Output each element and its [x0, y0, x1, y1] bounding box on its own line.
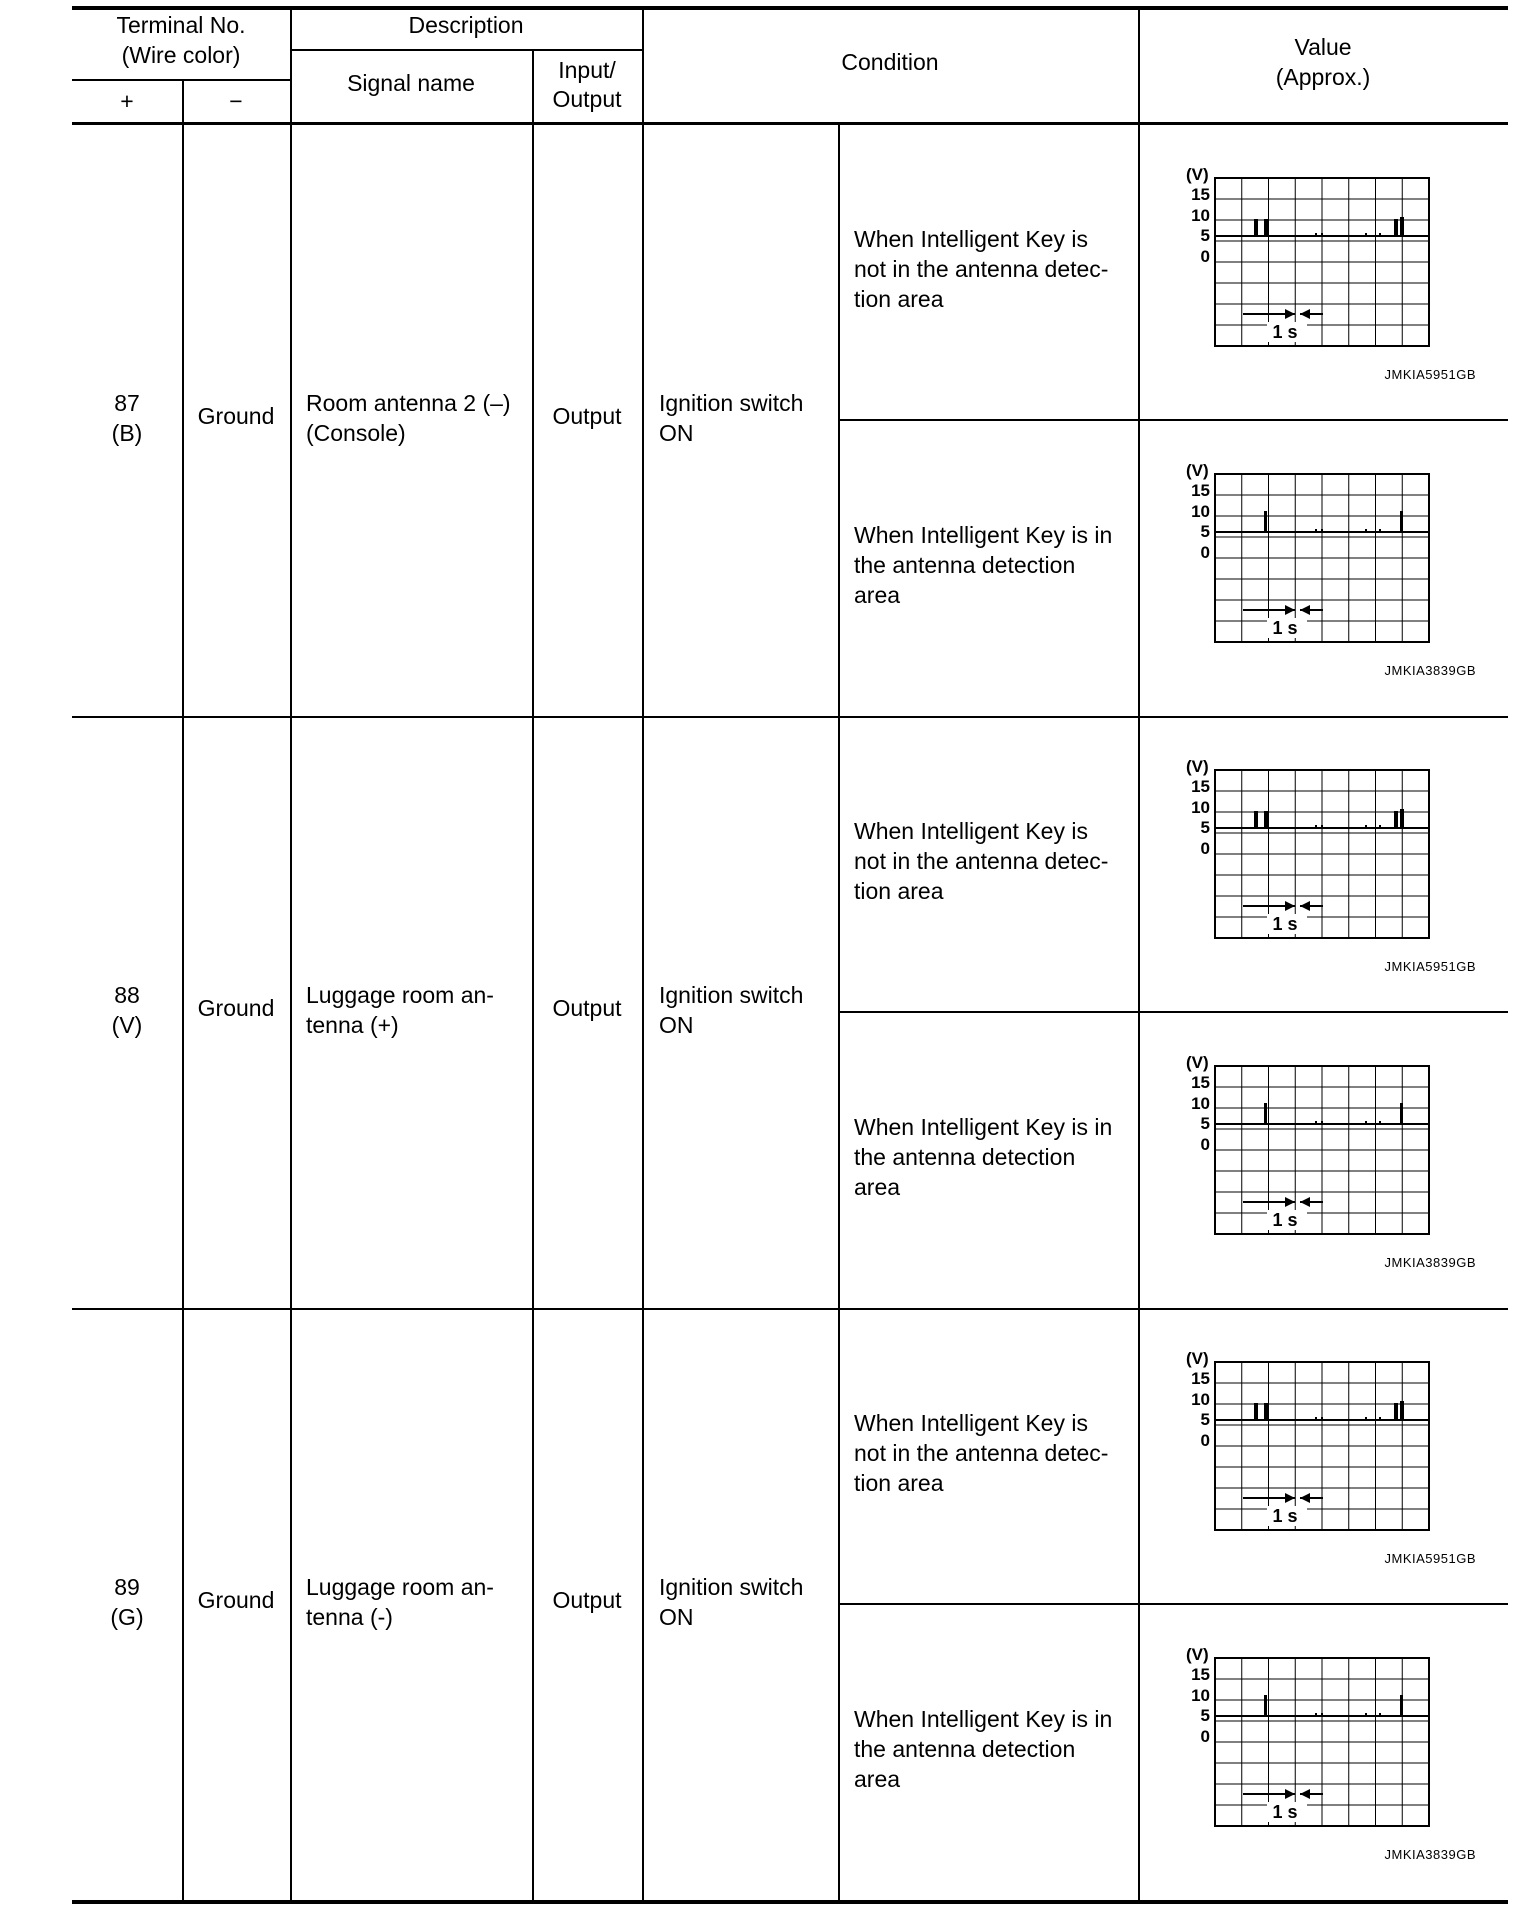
- axis-tick-label: 5: [1200, 226, 1210, 245]
- figure-code: JMKIA3839GB: [1384, 663, 1476, 678]
- axis-tick-label: 5: [1200, 522, 1210, 541]
- header-description: Description: [408, 12, 524, 38]
- waveform-svg: [1178, 1630, 1478, 1870]
- signal-noise-mark: [1365, 1417, 1367, 1420]
- arrow-head: [1285, 309, 1295, 319]
- signal-noise-mark: [1315, 233, 1317, 236]
- header-value: Value: [1294, 34, 1352, 60]
- signal-name-line1: Luggage room an-: [306, 982, 494, 1008]
- sub-condition-line2: not in the antenna detec-: [854, 848, 1109, 874]
- axis-tick-label: 5: [1200, 1706, 1210, 1725]
- io-label: Output: [552, 1587, 622, 1613]
- arrow-head: [1285, 1493, 1295, 1503]
- sub-condition-line2: the antenna detection: [854, 552, 1076, 578]
- signal-name-line2: (Console): [306, 420, 406, 446]
- axis-unit-label: (V): [1186, 1645, 1209, 1664]
- waveform-svg: [1178, 1038, 1478, 1278]
- signal-noise-mark: [1379, 1713, 1381, 1716]
- wire-color: (G): [110, 1604, 144, 1630]
- waveform-chart: [1178, 1630, 1478, 1870]
- sub-condition-line1: When Intelligent Key is: [854, 226, 1088, 252]
- axis-tick-label: 10: [1191, 206, 1210, 225]
- arrow-head: [1285, 901, 1295, 911]
- table-bottom-border: [72, 1900, 1508, 1904]
- wire-color: (B): [111, 420, 143, 446]
- axis-tick-label: 0: [1200, 839, 1210, 858]
- header-plus: +: [120, 88, 134, 114]
- header-approx: (Approx.): [1275, 64, 1371, 90]
- waveform-svg: [1178, 150, 1478, 390]
- header-condition: Condition: [841, 49, 939, 75]
- wire-color: (V): [111, 1012, 143, 1038]
- sub-condition-line3: area: [854, 1174, 901, 1200]
- time-scale-label: 1 s: [1272, 322, 1298, 342]
- signal-noise-mark: [1379, 529, 1381, 532]
- condition-line1: Ignition switch: [659, 1574, 804, 1600]
- waveform-chart: [1178, 150, 1478, 390]
- ground-label: Ground: [197, 1587, 275, 1613]
- signal-noise-mark: [1315, 529, 1317, 532]
- signal-noise-mark: [1365, 1713, 1367, 1716]
- ground-label: Ground: [197, 403, 275, 429]
- sub-condition-line1: When Intelligent Key is in: [854, 1114, 1113, 1140]
- signal-noise-mark: [1315, 1121, 1317, 1124]
- axis-tick-label: 10: [1191, 1390, 1210, 1409]
- signal-noise-mark: [1365, 529, 1367, 532]
- terminal-number: 88: [114, 982, 140, 1008]
- axis-tick-label: 10: [1191, 1686, 1210, 1705]
- axis-tick-label: 5: [1200, 1114, 1210, 1133]
- time-scale-label: 1 s: [1272, 914, 1298, 934]
- sub-condition-line2: the antenna detection: [854, 1144, 1076, 1170]
- header-output: Output: [552, 86, 622, 112]
- signal-noise-mark: [1379, 233, 1381, 236]
- header-terminal-rule: [72, 79, 290, 81]
- arrow-head: [1300, 1197, 1310, 1207]
- header-description-rule: [290, 49, 642, 51]
- sub-condition-line3: tion area: [854, 286, 944, 312]
- waveform-svg: [1178, 742, 1478, 982]
- condition-line1: Ignition switch: [659, 982, 804, 1008]
- time-scale-label: 1 s: [1272, 618, 1298, 638]
- time-scale-label: 1 s: [1272, 1210, 1298, 1230]
- axis-tick-label: 15: [1191, 1369, 1210, 1388]
- axis-tick-label: 0: [1200, 543, 1210, 562]
- signal-noise-mark: [1379, 825, 1381, 828]
- figure-code: JMKIA3839GB: [1384, 1255, 1476, 1270]
- axis-tick-label: 0: [1200, 1727, 1210, 1746]
- sub-condition-line3: tion area: [854, 878, 944, 904]
- sub-condition-line1: When Intelligent Key is in: [854, 1706, 1113, 1732]
- header-input: Input/: [558, 57, 616, 83]
- signal-noise-mark: [1365, 233, 1367, 236]
- signal-name-line1: Room antenna 2 (–): [306, 390, 511, 416]
- header-minus: −: [229, 88, 243, 114]
- axis-tick-label: 15: [1191, 1073, 1210, 1092]
- waveform-chart: [1178, 742, 1478, 982]
- sub-row-separator: [838, 1603, 1508, 1605]
- axis-unit-label: (V): [1186, 165, 1209, 184]
- waveform-svg: [1178, 446, 1478, 686]
- sub-condition-line2: the antenna detection: [854, 1736, 1076, 1762]
- header-bottom-border: [72, 122, 1508, 125]
- condition-line2: ON: [659, 1604, 694, 1630]
- axis-tick-label: 15: [1191, 1665, 1210, 1684]
- column-divider: [290, 6, 292, 1900]
- figure-code: JMKIA5951GB: [1384, 367, 1476, 382]
- signal-noise-mark: [1379, 1417, 1381, 1420]
- arrow-head: [1300, 901, 1310, 911]
- arrow-head: [1300, 605, 1310, 615]
- sub-condition-line1: When Intelligent Key is: [854, 1410, 1088, 1436]
- column-divider: [532, 49, 534, 1900]
- column-divider: [642, 6, 644, 1900]
- time-scale-label: 1 s: [1272, 1802, 1298, 1822]
- axis-tick-label: 0: [1200, 1431, 1210, 1450]
- waveform-chart: [1178, 1334, 1478, 1574]
- arrow-head: [1300, 309, 1310, 319]
- signal-noise-mark: [1365, 825, 1367, 828]
- signal-noise-mark: [1315, 825, 1317, 828]
- signal-noise-mark: [1315, 1417, 1317, 1420]
- signal-noise-mark: [1315, 1713, 1317, 1716]
- signal-name-line2: tenna (+): [306, 1012, 399, 1038]
- axis-unit-label: (V): [1186, 1053, 1209, 1072]
- signal-noise-mark: [1321, 825, 1323, 828]
- axis-tick-label: 15: [1191, 481, 1210, 500]
- signal-noise-mark: [1321, 1713, 1323, 1716]
- sub-row-separator: [838, 419, 1508, 421]
- signal-noise-mark: [1379, 1121, 1381, 1124]
- sub-condition-line1: When Intelligent Key is in: [854, 522, 1113, 548]
- column-divider: [182, 79, 184, 1900]
- axis-tick-label: 10: [1191, 1094, 1210, 1113]
- signal-noise-mark: [1321, 1121, 1323, 1124]
- condition-line2: ON: [659, 420, 694, 446]
- header-signal-name: Signal name: [347, 70, 475, 96]
- sub-row-separator: [838, 1011, 1508, 1013]
- arrow-head: [1285, 1197, 1295, 1207]
- arrow-head: [1300, 1789, 1310, 1799]
- axis-unit-label: (V): [1186, 1349, 1209, 1368]
- axis-tick-label: 5: [1200, 818, 1210, 837]
- row-separator: [72, 716, 1508, 718]
- ground-label: Ground: [197, 995, 275, 1021]
- condition-line2: ON: [659, 1012, 694, 1038]
- arrow-head: [1285, 1789, 1295, 1799]
- waveform-chart: [1178, 446, 1478, 686]
- row-separator: [72, 1308, 1508, 1310]
- axis-tick-label: 5: [1200, 1410, 1210, 1429]
- sub-condition-line3: area: [854, 582, 901, 608]
- signal-name-line1: Luggage room an-: [306, 1574, 494, 1600]
- table-top-border: [72, 6, 1508, 10]
- header-terminal-no: Terminal No.: [116, 12, 246, 38]
- axis-tick-label: 15: [1191, 777, 1210, 796]
- condition-line1: Ignition switch: [659, 390, 804, 416]
- sub-condition-line3: tion area: [854, 1470, 944, 1496]
- signal-noise-mark: [1365, 1121, 1367, 1124]
- header-wire-color: (Wire color): [121, 42, 241, 68]
- terminal-number: 87: [114, 390, 140, 416]
- figure-code: JMKIA5951GB: [1384, 1551, 1476, 1566]
- sub-condition-line2: not in the antenna detec-: [854, 256, 1109, 282]
- waveform-svg: [1178, 1334, 1478, 1574]
- arrow-head: [1285, 605, 1295, 615]
- terminal-number: 89: [114, 1574, 140, 1600]
- waveform-chart: [1178, 1038, 1478, 1278]
- axis-unit-label: (V): [1186, 757, 1209, 776]
- figure-code: JMKIA3839GB: [1384, 1847, 1476, 1862]
- axis-tick-label: 0: [1200, 1135, 1210, 1154]
- signal-name-line2: tenna (-): [306, 1604, 393, 1630]
- io-label: Output: [552, 995, 622, 1021]
- axis-unit-label: (V): [1186, 461, 1209, 480]
- axis-tick-label: 10: [1191, 798, 1210, 817]
- axis-tick-label: 0: [1200, 247, 1210, 266]
- sub-condition-line2: not in the antenna detec-: [854, 1440, 1109, 1466]
- axis-tick-label: 15: [1191, 185, 1210, 204]
- column-divider: [838, 122, 840, 1900]
- arrow-head: [1300, 1493, 1310, 1503]
- axis-tick-label: 10: [1191, 502, 1210, 521]
- column-divider: [1138, 6, 1140, 1900]
- sub-condition-line1: When Intelligent Key is: [854, 818, 1088, 844]
- signal-noise-mark: [1321, 233, 1323, 236]
- time-scale-label: 1 s: [1272, 1506, 1298, 1526]
- signal-noise-mark: [1321, 529, 1323, 532]
- sub-condition-line3: area: [854, 1766, 901, 1792]
- io-label: Output: [552, 403, 622, 429]
- figure-code: JMKIA5951GB: [1384, 959, 1476, 974]
- signal-noise-mark: [1321, 1417, 1323, 1420]
